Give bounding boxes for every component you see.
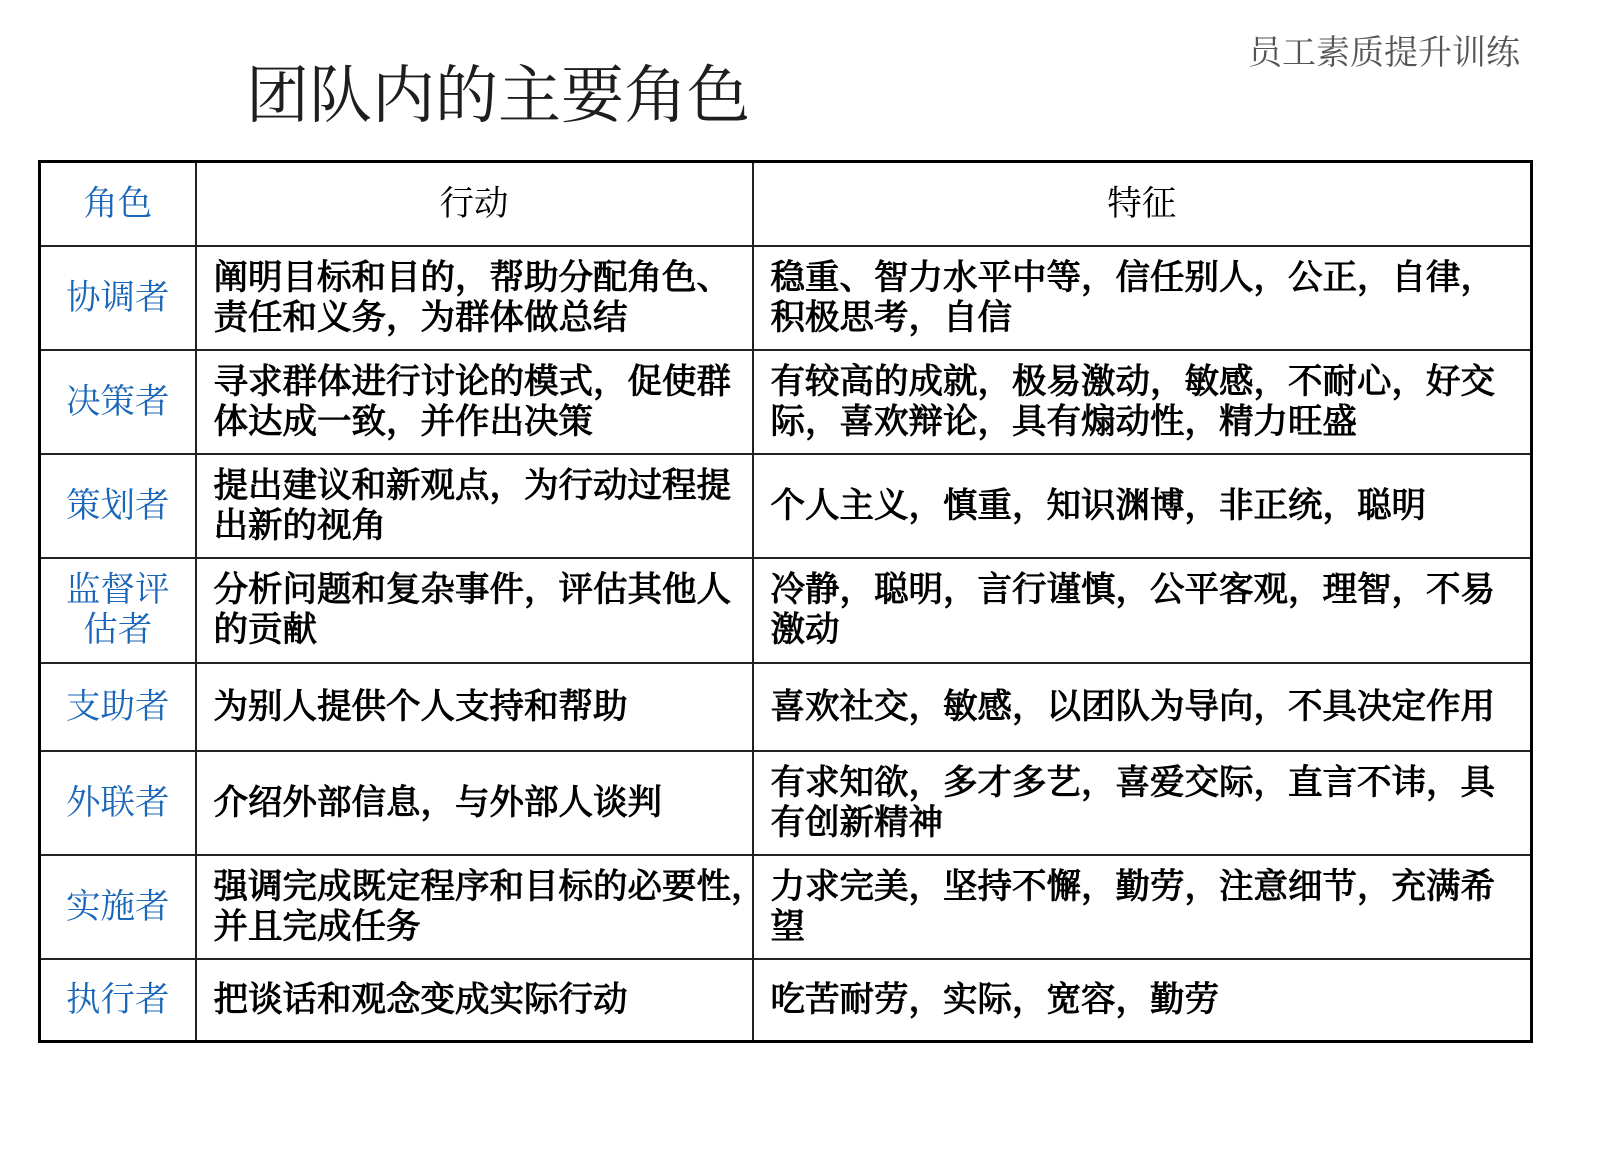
role-name: 执行者 (66, 979, 170, 1020)
traits-line: 激动 (770, 610, 840, 650)
table-row (40, 246, 1532, 350)
table-row (40, 959, 1532, 1042)
role-name: 监督评估者 (65, 570, 170, 650)
role-cell (40, 855, 196, 959)
column-header-traits: 特征 (753, 162, 1532, 246)
traits-line: 稳重、智力水平中等，信任别人，公正，自律， (770, 257, 1495, 298)
role-cell (40, 558, 196, 663)
role-cell (40, 350, 196, 454)
table-row (40, 350, 1532, 454)
action-line: 强调完成既定程序和目标的必要性， (213, 866, 766, 907)
role-cell (40, 663, 196, 751)
traits-line: 际，喜欢辩论，具有煽动性，精力旺盛 (770, 401, 1357, 442)
traits-cell (753, 558, 1532, 663)
traits-line: 吃苦耐劳，实际，宽容，勤劳 (770, 979, 1219, 1020)
table-row (40, 751, 1532, 855)
action-line: 责任和义务，为群体做总结 (213, 297, 628, 338)
table-row (40, 558, 1532, 663)
action-cell (196, 959, 753, 1042)
role-name: 外联者 (66, 782, 170, 823)
traits-cell (753, 350, 1532, 454)
role-name: 决策者 (66, 381, 170, 422)
roles-table (38, 160, 1533, 1043)
action-line: 并且完成任务 (213, 906, 421, 947)
role-name: 支助者 (66, 686, 170, 727)
traits-cell (753, 751, 1532, 855)
action-line: 的贡献 (213, 610, 317, 650)
action-cell (196, 663, 753, 751)
role-name: 实施者 (66, 886, 170, 927)
traits-line: 有求知欲，多才多艺，喜爱交际，直言不讳，具 (770, 762, 1495, 803)
traits-cell (753, 663, 1532, 751)
role-cell (40, 454, 196, 558)
action-cell (196, 855, 766, 959)
role-cell (40, 959, 196, 1042)
slide-title: 团队内的主要角色 (246, 59, 750, 132)
column-header-role: 角色 (40, 162, 196, 246)
action-line: 体达成一致，并作出决策 (213, 401, 593, 442)
traits-cell (753, 959, 1532, 1042)
traits-line: 有创新精神 (770, 802, 943, 843)
table-row (40, 663, 1532, 751)
action-line: 把谈话和观念变成实际行动 (213, 979, 628, 1020)
action-cell (196, 246, 753, 350)
traits-line: 积极思考，自信 (770, 297, 1012, 338)
role-cell (40, 246, 196, 350)
traits-line: 有较高的成就，极易激动，敏感，不耐心，好交 (770, 361, 1495, 402)
traits-line: 望 (770, 906, 805, 947)
action-line: 分析问题和复杂事件，评估其他人 (213, 570, 731, 610)
action-cell (196, 558, 753, 663)
action-cell (196, 751, 753, 855)
action-line: 提出建议和新观点，为行动过程提 (213, 465, 731, 506)
traits-cell (753, 855, 1532, 959)
course-tag: 员工素质提升训练 (1248, 33, 1520, 73)
table-header-row (40, 162, 1532, 246)
action-line: 出新的视角 (213, 505, 386, 546)
traits-line: 冷静，聪明，言行谨慎，公平客观，理智，不易 (770, 570, 1495, 610)
role-cell (40, 751, 196, 855)
action-cell (196, 454, 753, 558)
column-header-action: 行动 (196, 162, 753, 246)
action-line: 寻求群体进行讨论的模式，促使群 (213, 361, 731, 402)
traits-line: 力求完美，坚持不懈，勤劳，注意细节，充满希 (770, 866, 1495, 907)
action-line: 介绍外部信息，与外部人谈判 (213, 782, 662, 823)
traits-cell (753, 246, 1532, 350)
table-row (40, 454, 1532, 558)
traits-cell (753, 454, 1532, 558)
table-row (40, 855, 1532, 959)
action-line: 为别人提供个人支持和帮助 (213, 686, 628, 727)
action-cell (196, 350, 753, 454)
role-name: 策划者 (66, 485, 170, 526)
action-line: 阐明目标和目的，帮助分配角色、 (213, 257, 731, 298)
traits-line: 喜欢社交，敏感，以团队为导向，不具决定作用 (770, 686, 1495, 727)
traits-line: 个人主义，慎重，知识渊博，非正统，聪明 (770, 485, 1426, 526)
role-name: 协调者 (66, 277, 170, 318)
